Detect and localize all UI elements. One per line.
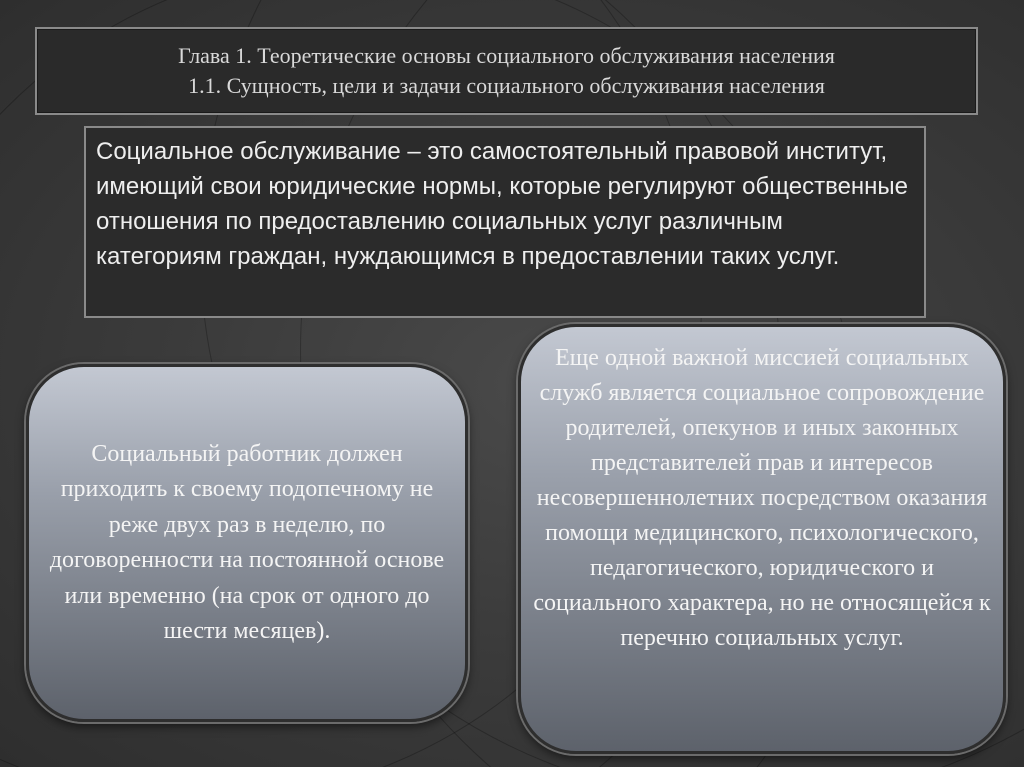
chapter-title: Глава 1. Теоретические основы социального обслуживания населения [178, 43, 835, 68]
definition-text: Социальное обслуживание – это самостоятельный правовой институт, имеющий свои юридические нормы, которые регулируют общественные отношения по предоставлению социальных услуг различным категориям граждан, нуждающимся в предоставлении таких услуг. [96, 138, 909, 270]
social-worker-text: Социальный работник должен приходить к своему подопечному не реже двух раз в неделю, по договоренности на постоянной основе или временно (на срок от одного до шести месяцев). [49, 440, 445, 644]
mission-box [518, 324, 1006, 754]
mission-text: Еще одной важной миссией социальных служб является социальное сопровождение родителей, опекунов и иных законных представителей прав и интересов несовершеннолетних посредством оказания помощи медицинского, психологического, педагогического, юридического и социального характера, но не относящейся к перечню социальных услуг. [533, 345, 991, 651]
social-worker-box [26, 364, 468, 722]
section-title: 1.1. Сущность, цели и задачи социального обслуживания населения [188, 73, 825, 98]
slide-title [35, 27, 978, 115]
definition-box [84, 126, 926, 318]
